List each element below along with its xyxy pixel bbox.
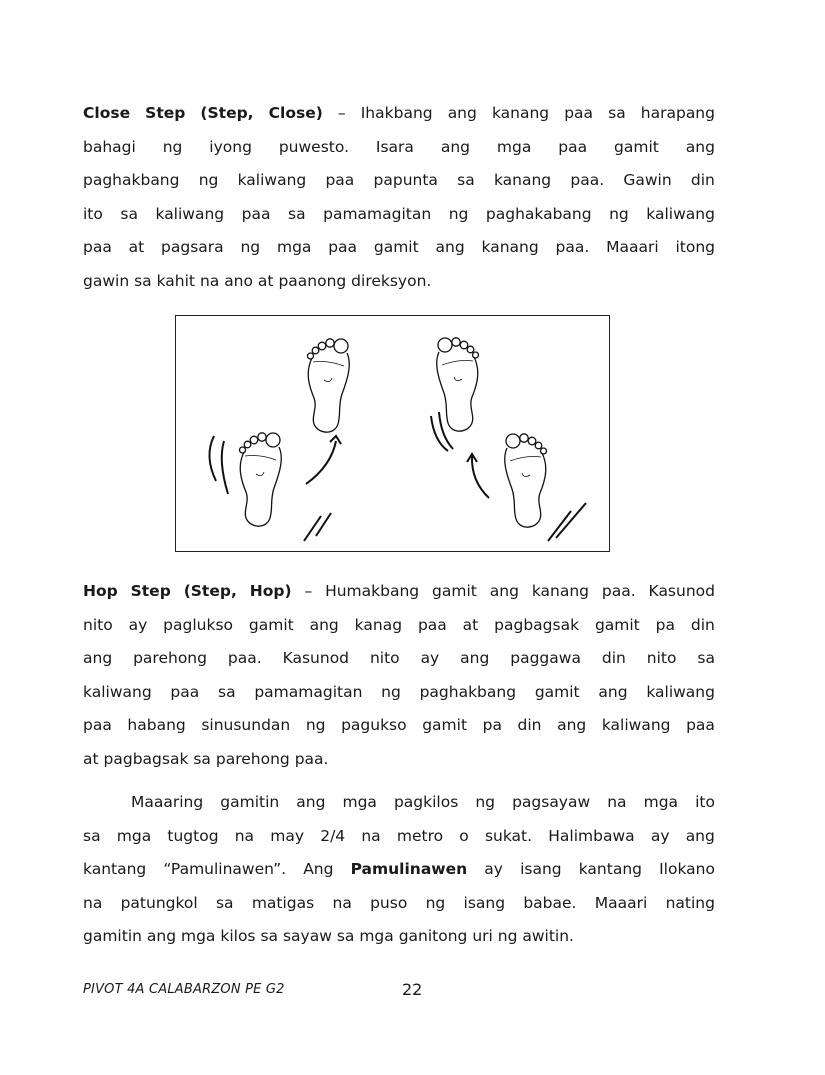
word: habang: [127, 716, 186, 734]
word: ang: [435, 238, 465, 256]
word: ito: [695, 793, 715, 811]
text-line: [83, 786, 715, 820]
word: mga: [496, 137, 532, 156]
text-line: [83, 609, 715, 643]
word: sa: [697, 649, 715, 667]
word: gamit: [248, 615, 294, 634]
word: ang: [598, 682, 628, 701]
word: kantang: [578, 860, 642, 878]
word: –: [304, 582, 313, 600]
text-line: [83, 853, 715, 887]
foot-right-bottom: [505, 434, 547, 527]
word: ng: [162, 137, 183, 156]
word: patungkol: [120, 893, 198, 912]
word: kahit: [156, 271, 200, 290]
word: gamit: [594, 615, 640, 634]
word: paghakabang: [485, 204, 592, 223]
text-line: [83, 920, 715, 954]
word: at: [128, 238, 145, 256]
word: nito: [646, 649, 677, 667]
word: tugtog: [167, 826, 219, 845]
word: isang: [520, 860, 562, 878]
word: ang: [685, 826, 715, 845]
word: Kasunod: [648, 582, 715, 600]
word: paghakbang: [83, 171, 180, 189]
word: mga: [276, 238, 312, 256]
word: puwesto.: [278, 137, 349, 156]
word: kaliwang: [83, 682, 152, 701]
word: bahagi: [83, 137, 136, 156]
foot-left-bottom: [240, 433, 282, 526]
word: gamit: [373, 238, 419, 256]
word: Gawin: [623, 171, 672, 189]
word: itong: [675, 238, 715, 256]
word: harapang: [640, 104, 715, 122]
word: ng: [198, 171, 219, 189]
word: ang: [440, 137, 471, 156]
word: paa: [564, 104, 594, 122]
word: kanang: [481, 238, 539, 256]
word: paa: [83, 716, 112, 734]
word: awitin.: [522, 927, 579, 945]
word: paa: [558, 137, 588, 156]
word: ay: [420, 649, 440, 667]
pamulinawen-paragraph: [83, 786, 715, 954]
word: paa: [686, 716, 715, 734]
bold-term: (Step,: [200, 104, 254, 122]
word: sa: [336, 927, 360, 945]
word: ang: [309, 615, 339, 634]
word: Ihakbang: [360, 104, 433, 122]
word: paggawa: [510, 649, 581, 667]
text-line: [83, 887, 715, 921]
word: ng: [240, 238, 261, 256]
word: gamit: [534, 682, 580, 701]
word: paa.: [294, 749, 334, 768]
word: kanang: [493, 171, 552, 189]
word: pagukso: [341, 716, 407, 734]
word: sa: [457, 171, 475, 189]
text-line: [83, 131, 715, 165]
word: ng: [305, 716, 326, 734]
word: ng: [609, 204, 629, 223]
word: paa: [241, 204, 271, 223]
word: na: [607, 793, 627, 811]
word: Ilokano: [659, 860, 715, 878]
word: ng: [497, 927, 523, 945]
word: pa: [482, 716, 502, 734]
word: nito: [369, 649, 400, 667]
footer-module-label: PIVOT 4A CALABARZON PE G2: [83, 982, 285, 997]
word: metro: [396, 826, 444, 845]
word: paa: [83, 238, 112, 256]
word: Halimbawa: [548, 826, 635, 845]
word: 2/4: [320, 826, 346, 845]
word: at: [462, 615, 479, 634]
word: ng: [381, 682, 401, 701]
word: ang: [460, 649, 490, 667]
word: papunta: [373, 171, 438, 189]
bold-term: Hop: [83, 582, 118, 600]
word: na: [199, 271, 225, 290]
text-line: [83, 642, 715, 676]
word: kaliwang: [237, 171, 307, 189]
word: Kasunod: [282, 649, 350, 667]
bold-term: (Step,: [183, 582, 237, 600]
text-line: [83, 198, 715, 232]
word: gamit: [432, 582, 477, 600]
word: matigas: [251, 893, 315, 912]
bold-term: Close: [83, 104, 131, 122]
word: ng: [448, 204, 469, 223]
bold-term: Close): [268, 104, 323, 122]
word: kaliwang: [601, 716, 671, 734]
word: at: [257, 271, 279, 290]
word: din: [601, 649, 626, 667]
word: mga: [180, 927, 221, 945]
word: sinusundan: [201, 716, 291, 734]
word: paa.: [570, 171, 605, 189]
word: Ang: [303, 860, 334, 878]
word: paa.: [601, 582, 636, 600]
word: din: [690, 615, 715, 634]
word: sa: [608, 104, 626, 122]
word: o: [459, 826, 469, 845]
word: Maaari: [606, 238, 659, 256]
word: kanang: [491, 104, 550, 122]
word: kilos: [220, 927, 261, 945]
word: ng: [425, 893, 446, 912]
word: ang: [447, 104, 477, 122]
word: kaliwang: [646, 682, 715, 701]
word: din: [517, 716, 542, 734]
bold-term: Step: [130, 582, 171, 600]
word: pamamagitan: [254, 682, 363, 701]
bold-term: Hop): [249, 582, 292, 600]
word: sa: [134, 271, 157, 290]
word: at: [83, 749, 104, 768]
word: babae.: [523, 893, 577, 912]
word: mga: [342, 793, 377, 811]
word: gamit: [614, 137, 659, 156]
word: ay: [128, 615, 148, 634]
word: ng: [475, 793, 496, 811]
word: Humakbang: [325, 582, 420, 600]
word: mga: [643, 793, 679, 811]
text-line: [83, 820, 715, 854]
word: Maaari: [594, 893, 648, 912]
word: kaliwang: [646, 204, 715, 223]
word: ano: [224, 271, 258, 290]
word: ang: [146, 927, 181, 945]
word: Maaaring: [131, 793, 204, 811]
word: paa.: [555, 238, 590, 256]
word: nating: [665, 893, 715, 912]
word: ito: [83, 204, 103, 223]
word: mga: [359, 927, 399, 945]
word: kaliwang: [155, 204, 225, 223]
word: pa: [655, 615, 675, 634]
word: sa: [83, 826, 101, 845]
text-line: [83, 676, 715, 710]
word: pagbagsak: [103, 749, 194, 768]
close-step-paragraph: [83, 97, 715, 298]
word: ay: [484, 860, 503, 878]
word: sa: [218, 682, 236, 701]
word: gamit: [422, 716, 468, 734]
word: kanang: [531, 582, 589, 600]
word: na: [234, 826, 255, 845]
page-number: 22: [402, 980, 423, 999]
word: ang: [83, 649, 113, 667]
text-line: [83, 231, 715, 265]
word: pagbagsak: [494, 615, 580, 634]
word: nito: [83, 615, 113, 634]
word: sa: [260, 927, 283, 945]
word: gamitin: [220, 793, 280, 811]
word: na: [332, 893, 352, 912]
word: ang: [489, 582, 519, 600]
word: gawin: [83, 271, 135, 290]
word: paa: [417, 615, 447, 634]
word: parehong: [215, 749, 295, 768]
word: paa: [328, 238, 358, 256]
word: sa: [120, 204, 138, 223]
word: uri: [472, 927, 498, 945]
word: may: [270, 826, 305, 845]
text-line: [83, 743, 715, 777]
word: ganitong: [398, 927, 473, 945]
foot-left-top: [308, 339, 350, 432]
text-line: [83, 265, 715, 299]
word: direksyon.: [351, 271, 437, 290]
word: sa: [288, 204, 306, 223]
word: –: [337, 104, 346, 122]
text-line: [83, 575, 715, 609]
word: iyong: [209, 137, 252, 156]
word: kanag: [354, 615, 403, 634]
word: Isara: [375, 137, 414, 156]
word: ang: [296, 793, 326, 811]
word: paa.: [227, 649, 262, 667]
word: mga: [116, 826, 152, 845]
word: pamamagitan: [323, 204, 432, 223]
bold-term: Pamulinawen: [350, 860, 468, 878]
text-line: [83, 97, 715, 131]
text-line: [83, 709, 715, 743]
hop-step-paragraph: [83, 575, 715, 776]
word: pagkilos: [393, 793, 459, 811]
word: na: [361, 826, 381, 845]
word: sa: [193, 749, 216, 768]
word: din: [690, 171, 715, 189]
word: sa: [215, 893, 234, 912]
bold-term: Step: [145, 104, 186, 122]
word: “Pamulinawen”.: [163, 860, 287, 878]
word: paanong: [278, 271, 352, 290]
word: parehong: [133, 649, 207, 667]
word: gamitin: [83, 927, 147, 945]
word: sukat.: [484, 826, 533, 845]
word: paglukso: [163, 615, 233, 634]
word: paghakbang: [419, 682, 517, 701]
word: pagsayaw: [512, 793, 591, 811]
footprints-icon: [176, 316, 608, 550]
word: pagsara: [161, 238, 224, 256]
foot-right-top: [437, 338, 479, 431]
word: puso: [370, 893, 408, 912]
word: ang: [685, 137, 715, 156]
word: paa: [325, 171, 355, 189]
arrow-right: [472, 456, 489, 498]
arrow-left: [306, 441, 336, 484]
word: ay: [650, 826, 670, 845]
footsteps-figure: [175, 315, 610, 552]
word: isang: [463, 893, 506, 912]
word: na: [83, 893, 103, 912]
text-line: [83, 164, 715, 198]
word: kantang: [83, 860, 147, 878]
word: sayaw: [282, 927, 337, 945]
word: paa: [170, 682, 200, 701]
word: ang: [557, 716, 587, 734]
